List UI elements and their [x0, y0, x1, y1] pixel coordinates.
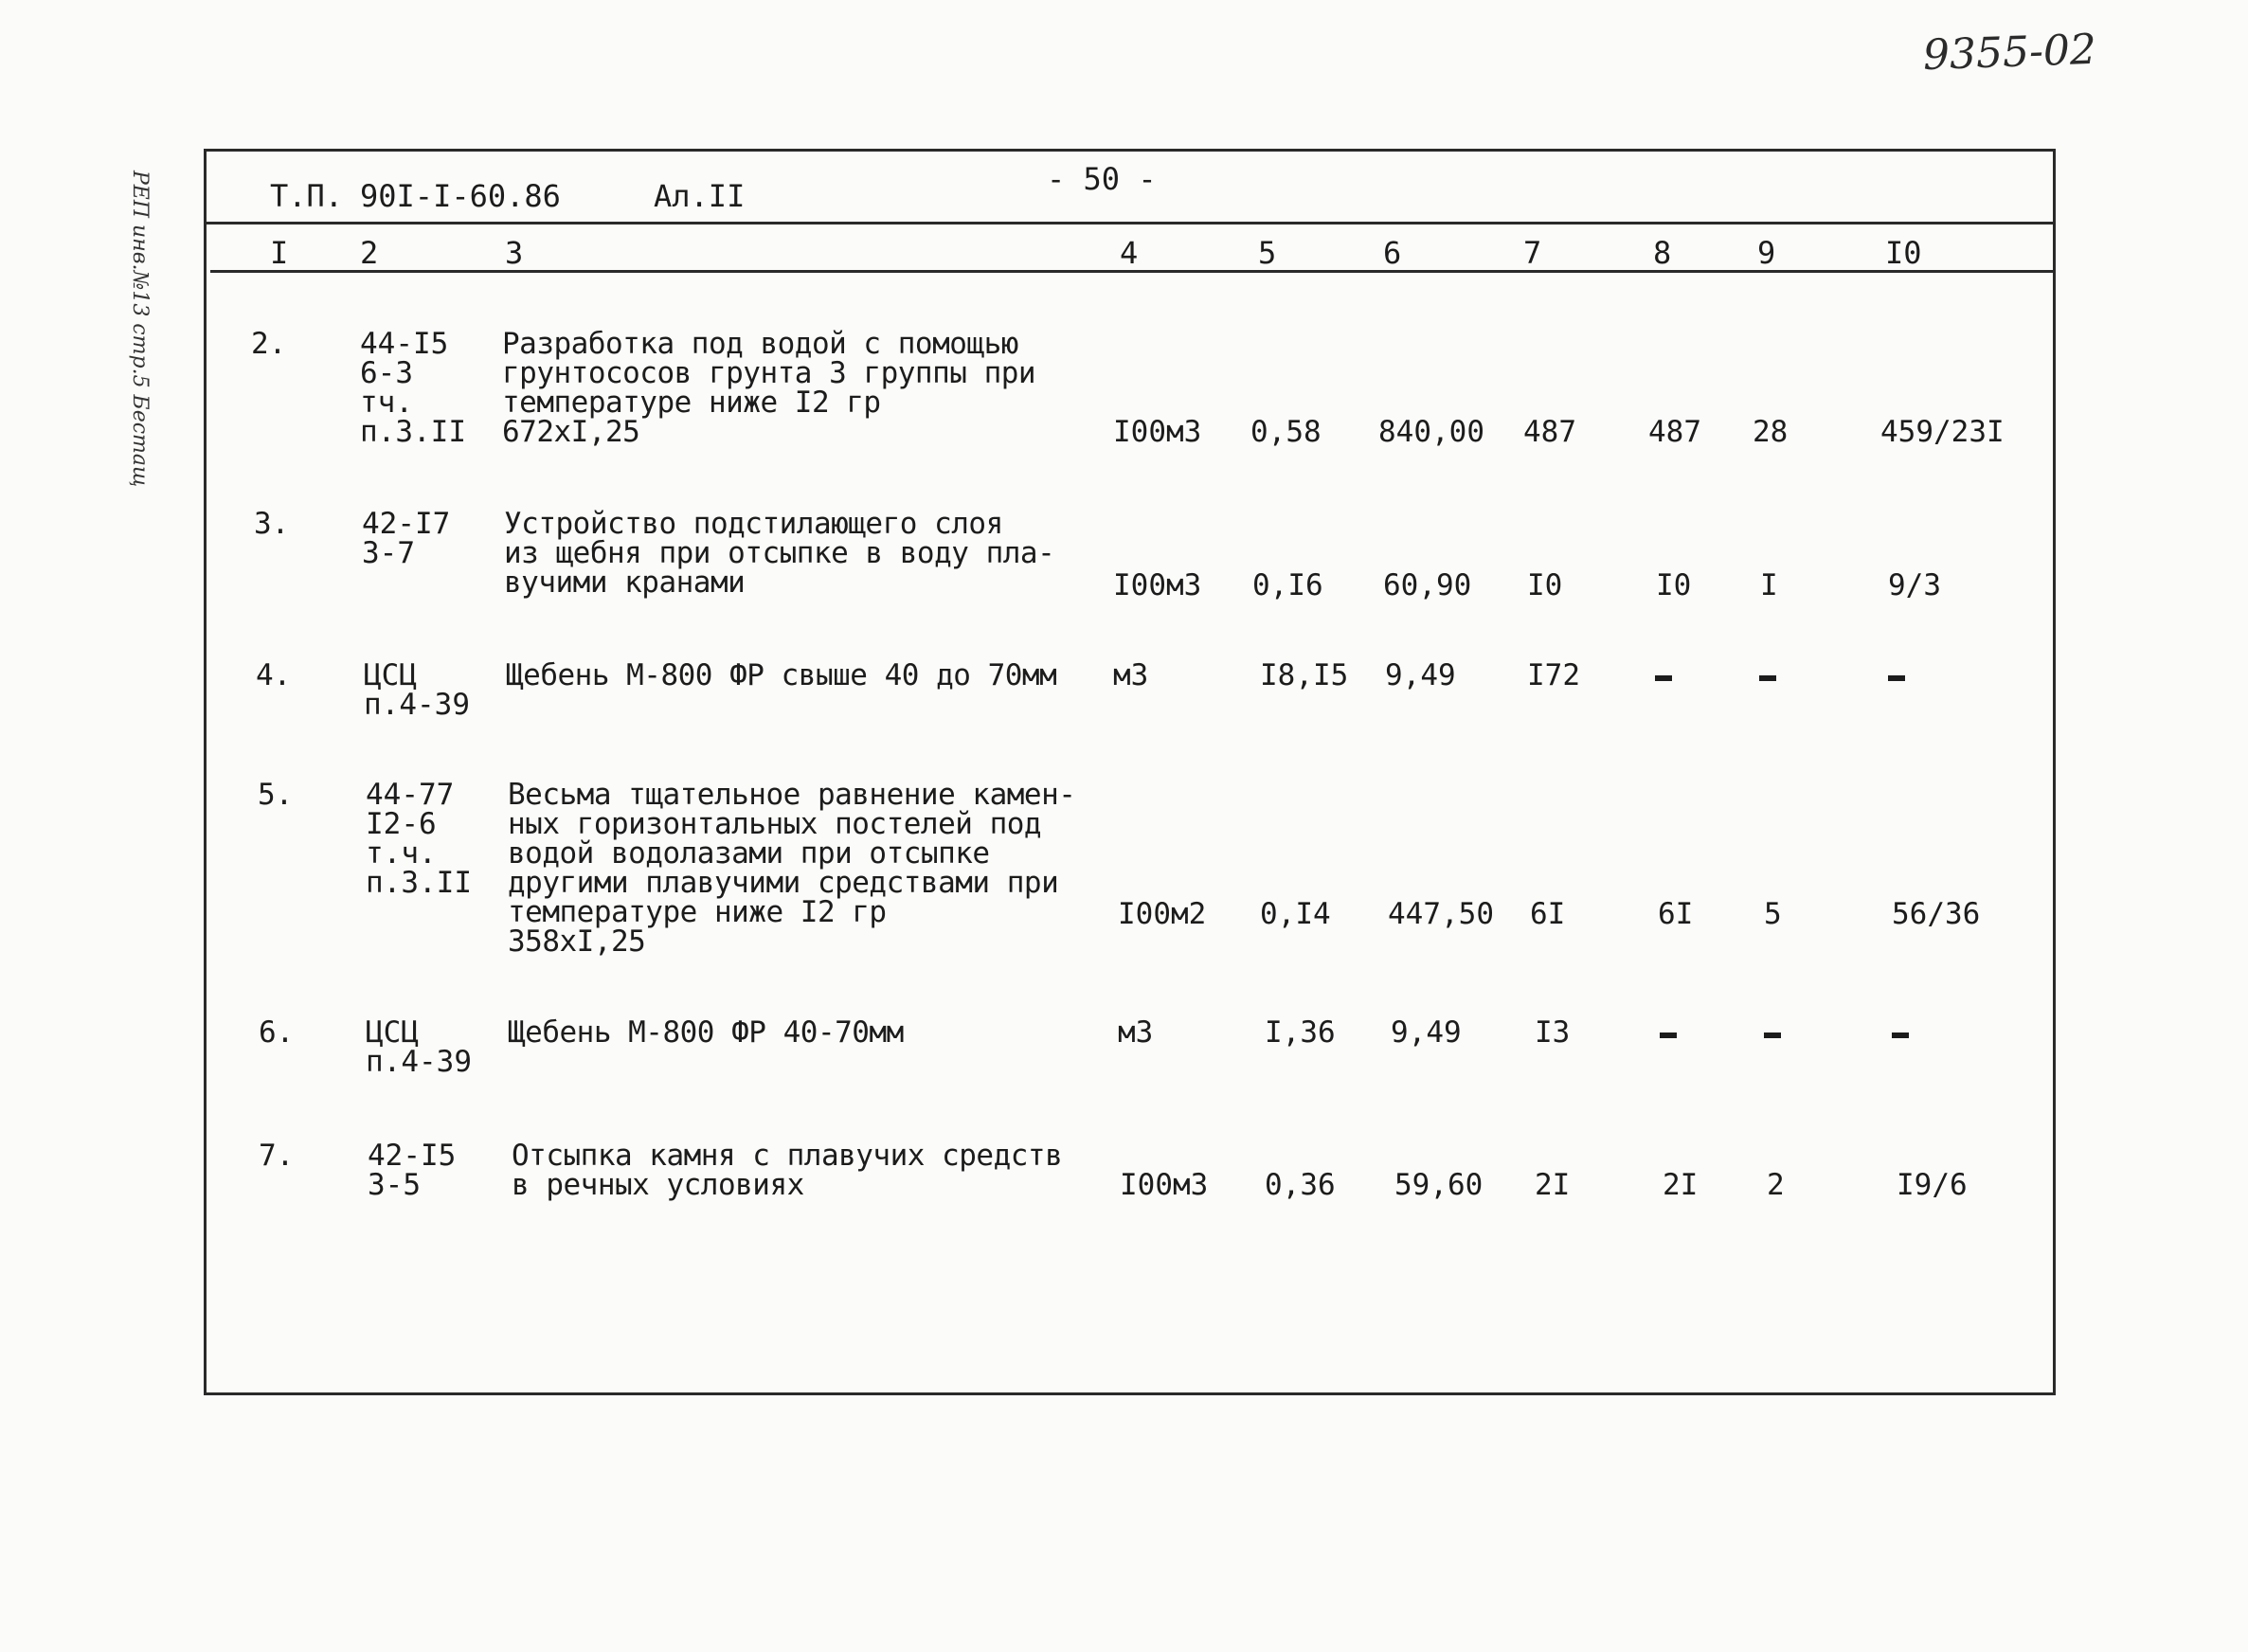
row-number: 6.	[259, 1015, 295, 1050]
col-number-9: 9	[1757, 235, 1776, 271]
col-number-10: I0	[1885, 235, 1922, 271]
archive-stamp-note: РЕП инв.№13 стр.5 Бестащ	[128, 171, 152, 488]
row-col8: 487	[1648, 415, 1701, 449]
row-quantity: I8,I5	[1260, 658, 1349, 692]
row-unit-price: 9,49	[1391, 1015, 1462, 1050]
col-number-3: 3	[505, 235, 524, 271]
col-number-2: 2	[360, 235, 379, 271]
empty-dash-col10	[1888, 675, 1905, 681]
album-label: Ал.II	[654, 178, 746, 214]
row-description: Устройство подстилающего слоя из щебня при отсыпке в воду пла- вучими кранами	[504, 507, 1055, 600]
row-col7: 2I	[1535, 1168, 1571, 1202]
row-col9: 2	[1767, 1168, 1785, 1202]
row-quantity: 0,58	[1250, 415, 1322, 449]
col-number-5: 5	[1258, 235, 1277, 271]
row-quantity: 0,I4	[1260, 897, 1331, 931]
row-col8: 6I	[1658, 897, 1694, 931]
empty-dash-col8	[1660, 1032, 1677, 1038]
col-number-8: 8	[1653, 235, 1672, 271]
table-frame	[204, 149, 2056, 1395]
row-code: 44-I5 6-3 тч. п.3.II	[360, 327, 466, 449]
row-unit-price: 59,60	[1394, 1168, 1484, 1202]
empty-dash-col9	[1759, 675, 1776, 681]
row-col8: 2I	[1663, 1168, 1699, 1202]
empty-dash-col8	[1655, 675, 1672, 681]
row-unit: I00м2	[1118, 897, 1207, 931]
row-col9: 28	[1753, 415, 1789, 449]
empty-dash-col9	[1764, 1032, 1781, 1038]
row-col7: I0	[1527, 568, 1563, 602]
row-col10: 459/23I	[1880, 415, 2005, 449]
title-code: 90I-I-60.86	[360, 178, 561, 214]
row-col7: 6I	[1530, 897, 1566, 931]
row-code: ЦСЦ п.4-39	[364, 658, 470, 722]
row-col9: I	[1760, 568, 1778, 602]
row-code: ЦСЦ п.4-39	[366, 1015, 472, 1079]
row-col10: 9/3	[1888, 568, 1941, 602]
empty-dash-col10	[1892, 1032, 1909, 1038]
row-col8: I0	[1656, 568, 1692, 602]
row-unit-price: 447,50	[1388, 897, 1494, 931]
col-number-4: 4	[1120, 235, 1139, 271]
row-unit-price: 60,90	[1383, 568, 1472, 602]
document-code: 9355-02	[1922, 25, 2097, 81]
row-unit-price: 9,49	[1385, 658, 1456, 692]
row-number: 4.	[256, 658, 292, 692]
col-number-7: 7	[1523, 235, 1542, 271]
row-code: 42-I5 3-5	[368, 1139, 457, 1202]
row-quantity: I,36	[1265, 1015, 1336, 1050]
row-code: 44-77 I2-6 т.ч. п.3.II	[366, 778, 472, 900]
row-quantity: 0,I6	[1252, 568, 1323, 602]
row-col7: I3	[1535, 1015, 1571, 1050]
row-description: Весьма тщательное равнение камен- ных горизонтальных постелей под водой водолазами при отсыпке другими плавучими средствами при температуре ниже I2 гр 358xI,25	[508, 778, 1076, 959]
header-divider	[204, 222, 2056, 224]
row-unit: I00м3	[1120, 1168, 1209, 1202]
row-number: 5.	[258, 778, 294, 812]
row-col9: 5	[1764, 897, 1782, 931]
row-number: 3.	[254, 507, 290, 541]
col-number-1: I	[270, 235, 289, 271]
row-col7: 487	[1523, 415, 1576, 449]
row-unit: м3	[1113, 658, 1149, 692]
row-code: 42-I7 3-7	[362, 507, 451, 570]
row-description: Щебень М-800 ФР свыше 40 до 70мм	[506, 658, 1057, 692]
row-unit: I00м3	[1113, 568, 1202, 602]
row-col7: I72	[1527, 658, 1580, 692]
row-description: Отсыпка камня с плавучих средств в речных условиях	[512, 1139, 1063, 1202]
row-unit: I00м3	[1113, 415, 1202, 449]
row-description: Разработка под водой с помощью грунтососов грунта 3 группы при температуре ниже I2 гр 672xI,25	[502, 327, 1036, 449]
row-col10: I9/6	[1897, 1168, 1968, 1202]
row-description: Щебень М-800 ФР 40-70мм	[508, 1015, 904, 1050]
row-unit: м3	[1118, 1015, 1154, 1050]
title-prefix: Т.П.	[270, 178, 344, 214]
row-number: 2.	[251, 327, 287, 361]
page-number: - 50 -	[1047, 161, 1157, 197]
col-number-6: 6	[1383, 235, 1402, 271]
row-col10: 56/36	[1892, 897, 1981, 931]
row-unit-price: 840,00	[1378, 415, 1484, 449]
row-number: 7.	[259, 1139, 295, 1173]
row-quantity: 0,36	[1265, 1168, 1336, 1202]
